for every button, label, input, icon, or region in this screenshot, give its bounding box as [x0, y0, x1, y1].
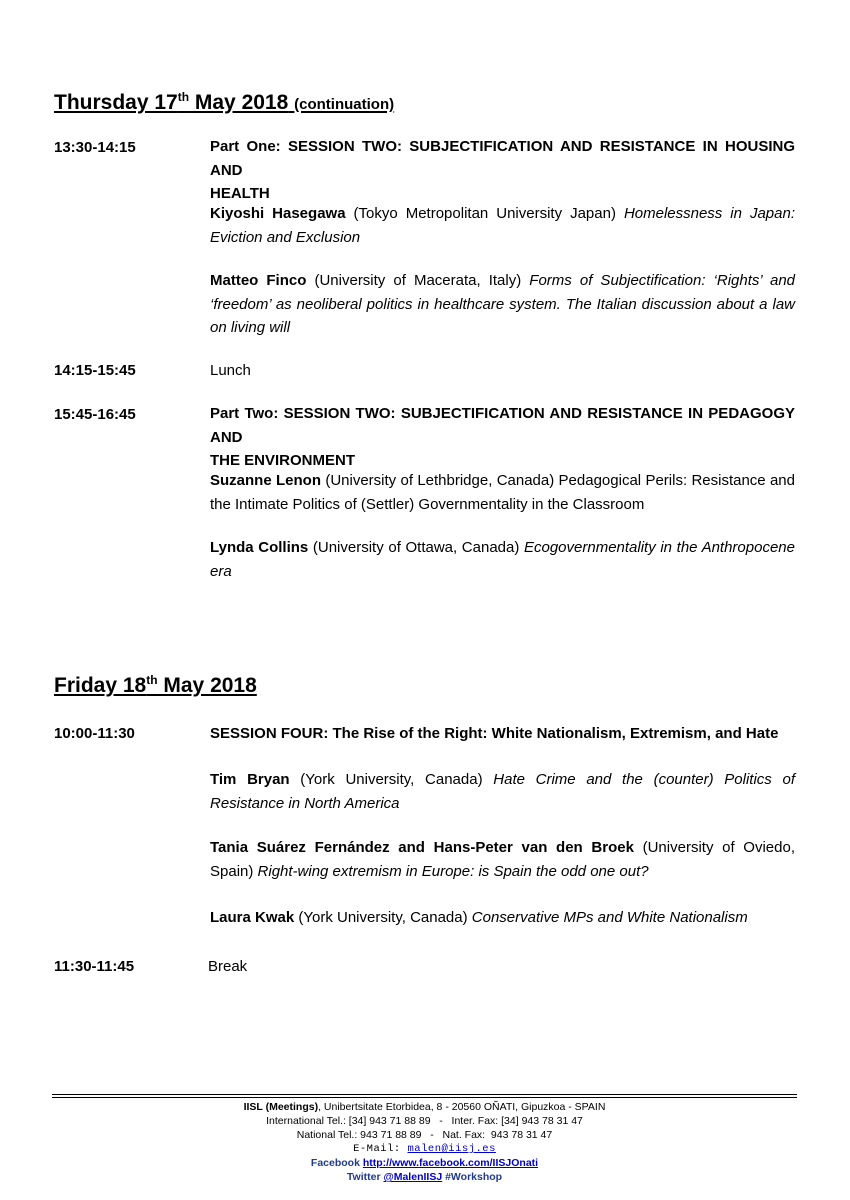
session-title: [210, 135, 795, 206]
footer-email-line: [52, 1142, 797, 1156]
talk-title: Ecogovernmentality in the Anthropocene era: [210, 539, 795, 580]
footer-divider: [52, 1097, 797, 1098]
speaker-name: Kiyoshi Hasegawa: [210, 205, 346, 222]
speaker-name: Tania Suárez Fernández and Hans-Peter van den Broek: [210, 839, 634, 856]
heading-sup: th: [177, 90, 190, 104]
day-heading-thursday: [54, 90, 394, 115]
day-heading-friday: [54, 673, 257, 698]
heading-text: Thursday 17: [54, 91, 178, 114]
facebook-label: Facebook: [310, 1157, 363, 1169]
speaker-name: Matteo Finco: [210, 272, 307, 289]
footer-twitter-line: [52, 1170, 797, 1184]
email-label: E-Mail:: [353, 1143, 408, 1155]
heading-text-date: May 2018: [189, 91, 289, 114]
heading-sup: th: [146, 673, 158, 687]
talk-entry: [210, 906, 795, 930]
heading-suffix: (continuation): [294, 96, 395, 113]
affiliation: (University of Macerata, Italy): [306, 272, 530, 289]
talk-title: Hate Crime and the (counter) Politics of Resistance in North America: [210, 771, 795, 812]
talk-title: Conservative MPs and White Nationalism: [471, 909, 748, 926]
session-title-line: Part Two: SESSION TWO: SUBJECTIFICATION AND RESISTANCE IN PEDAGOGY AND: [210, 405, 795, 446]
talk-entry: [210, 768, 795, 815]
facebook-link[interactable]: http://www.facebook.com/IISJOnati: [362, 1157, 539, 1169]
slot-time: 14:15-15:45: [54, 362, 136, 379]
talk-title: Homelessness in Japan: Eviction and Exclusion: [210, 205, 795, 246]
footer-intl: International Tel.: [34] 943 71 88 89 - Inter. Fax: [34] 943 78 31 47: [266, 1115, 583, 1127]
affiliation: (University of Lethbridge, Canada) Pedagogical Perils: Resistance and the Intimate Politics of (Settler) Governmentality in the Classroom: [210, 472, 795, 513]
slot-time: 15:45-16:45: [54, 406, 136, 423]
affiliation: (University of Ottawa, Canada): [308, 539, 524, 556]
email-link[interactable]: malen@iisj.es: [407, 1143, 496, 1155]
slot-label: Break: [208, 958, 248, 975]
twitter-hashtag: #Workshop: [442, 1171, 503, 1183]
heading-text-date: May 2018: [157, 674, 257, 697]
session-title: SESSION FOUR: The Rise of the Right: White Nationalism, Extremism, and Hate: [210, 725, 779, 742]
affiliation: (York University, Canada): [289, 771, 494, 788]
session-title: [210, 402, 795, 473]
affiliation: (Tokyo Metropolitan University Japan): [345, 205, 624, 222]
twitter-label: Twitter: [346, 1171, 384, 1183]
footer-divider: [52, 1094, 797, 1095]
talk-entry: [210, 202, 795, 249]
talk-entry: [210, 469, 795, 516]
affiliation: (York University, Canada): [294, 909, 472, 926]
speaker-name: Laura Kwak: [210, 909, 295, 926]
twitter-link[interactable]: @MalenIISJ: [383, 1171, 443, 1183]
footer-address-line: [52, 1100, 797, 1114]
affiliation: (University of Oviedo, Spain): [210, 839, 796, 880]
talk-title: Right-wing extremism in Europe: is Spain the odd one out?: [257, 862, 649, 880]
slot-time: 11:30-11:45: [54, 958, 135, 975]
footer-facebook-line: [52, 1156, 797, 1170]
talk-entry: [210, 536, 795, 583]
speaker-name: Tim Bryan: [210, 771, 290, 788]
speaker-name: Lynda Collins: [210, 539, 309, 556]
speaker-name: Suzanne Lenon: [210, 472, 321, 489]
session-title-line: THE ENVIRONMENT: [210, 452, 356, 469]
footer-national: National Tel.: 943 71 88 89 - Nat. Fax: 943 78 31 47: [296, 1129, 553, 1141]
slot-label: Lunch: [210, 362, 251, 379]
talk-entry: [210, 836, 795, 883]
heading-text: Friday 18: [54, 674, 147, 697]
footer-address: , Unibertsitate Etorbidea, 8 - 20560 OÑATI, Gipuzkoa - SPAIN: [318, 1101, 606, 1113]
session-title-line: Part One: SESSION TWO: SUBJECTIFICATION AND RESISTANCE IN HOUSING AND: [210, 138, 795, 179]
slot-time: 10:00-11:30: [54, 725, 135, 742]
footer: [52, 1100, 797, 1184]
slot-time: 13:30-14:15: [54, 139, 136, 156]
talk-title: Forms of Subjectification: ‘Rights’ and ‘freedom’ as neoliberal politics in healthcare system. The Italian discussion about a law on living will: [210, 272, 796, 336]
footer-org: IISL (Meetings): [243, 1101, 319, 1113]
talk-entry: [210, 269, 795, 340]
session-title-line: HEALTH: [210, 185, 270, 202]
